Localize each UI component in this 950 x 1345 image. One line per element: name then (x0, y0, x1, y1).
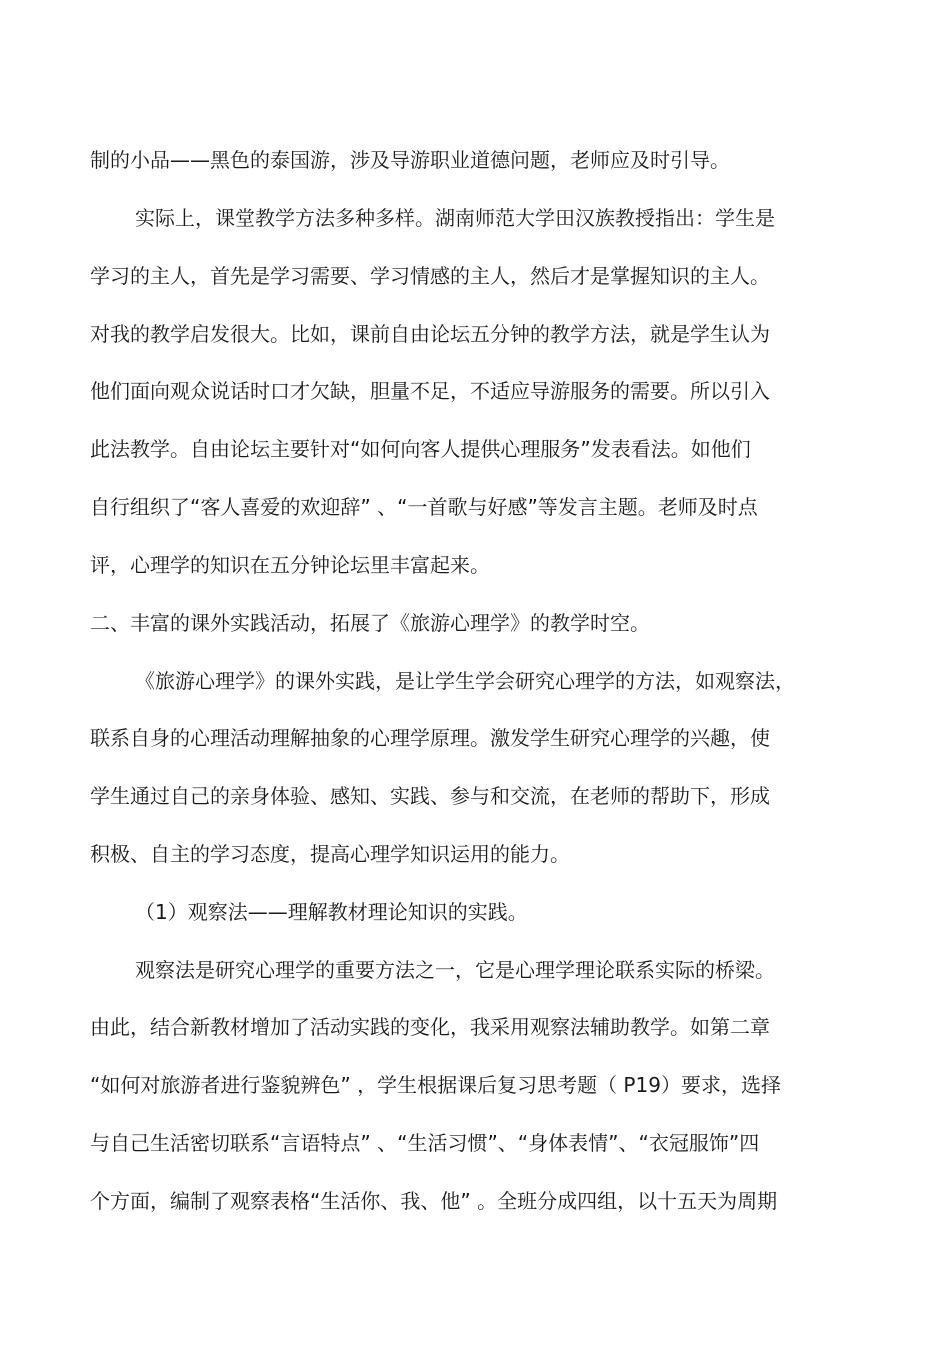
text-line-6: 此法教学。自由论坛主要针对“如何向客人提供心理服务”发表看法。如他们 (90, 437, 751, 461)
text-line-3: 学习的主人，首先是学习需要、学习情感的主人，然后才是掌握知识的主人。 (90, 264, 770, 288)
text-line-11: 联系自身的心理活动理解抽象的心理学原理。激发学生研究心理学的兴趣，使 (90, 726, 770, 750)
text-line-19: 个方面，编制了观察表格“生活你、我、他” 。全班分成四组，以十五天为周期 (90, 1189, 778, 1213)
text-line-7: 自行组织了“客人喜爱的欢迎辞” 、“一首歌与好感”等发言主题。老师及时点 (90, 495, 758, 519)
text-line-10: 《旅游心理学》的课外实践，是让学生学会研究心理学的方法，如观察法， (135, 669, 795, 693)
text-line-2: 实际上，课堂教学方法多种多样。湖南师范大学田汉族教授指出：学生是 (135, 206, 775, 230)
text-line-5: 他们面向观众说话时口才欠缺，胆量不足，不适应导游服务的需要。所以引入 (90, 379, 770, 403)
text-line-4: 对我的教学启发很大。比如，课前自由论坛五分钟的教学方法，就是学生认为 (90, 322, 770, 346)
section-heading: 二、丰富的课外实践活动，拓展了《旅游心理学》的教学时空。 (90, 611, 650, 635)
text-line-12: 学生通过自己的亲身体验、感知、实践、参与和交流，在老师的帮助下，形成 (90, 784, 770, 808)
text-line-17: “如何对旅游者进行鉴貌辨色” ，学生根据课后复习思考题（ P19）要求，选择 (90, 1073, 781, 1097)
text-line-15: 观察法是研究心理学的重要方法之一，它是心理学理论联系实际的桥梁。 (135, 958, 775, 982)
subsection-heading: （1）观察法——理解教材理论知识的实践。 (135, 900, 528, 924)
text-line-8: 评，心理学的知识在五分钟论坛里丰富起来。 (90, 553, 490, 577)
text-line-1: 制的小品——黑色的泰国游，涉及导游职业道德问题，老师应及时引导。 (90, 148, 730, 172)
text-line-18: 与自己生活密切联系“言语特点” 、“生活习惯”、“身体表情”、“衣冠服饰”四 (90, 1131, 760, 1155)
text-line-13: 积极、自主的学习态度，提高心理学知识运用的能力。 (90, 842, 570, 866)
text-line-16: 由此，结合新教材增加了活动实践的变化，我采用观察法辅助教学。如第二章 (90, 1015, 770, 1039)
